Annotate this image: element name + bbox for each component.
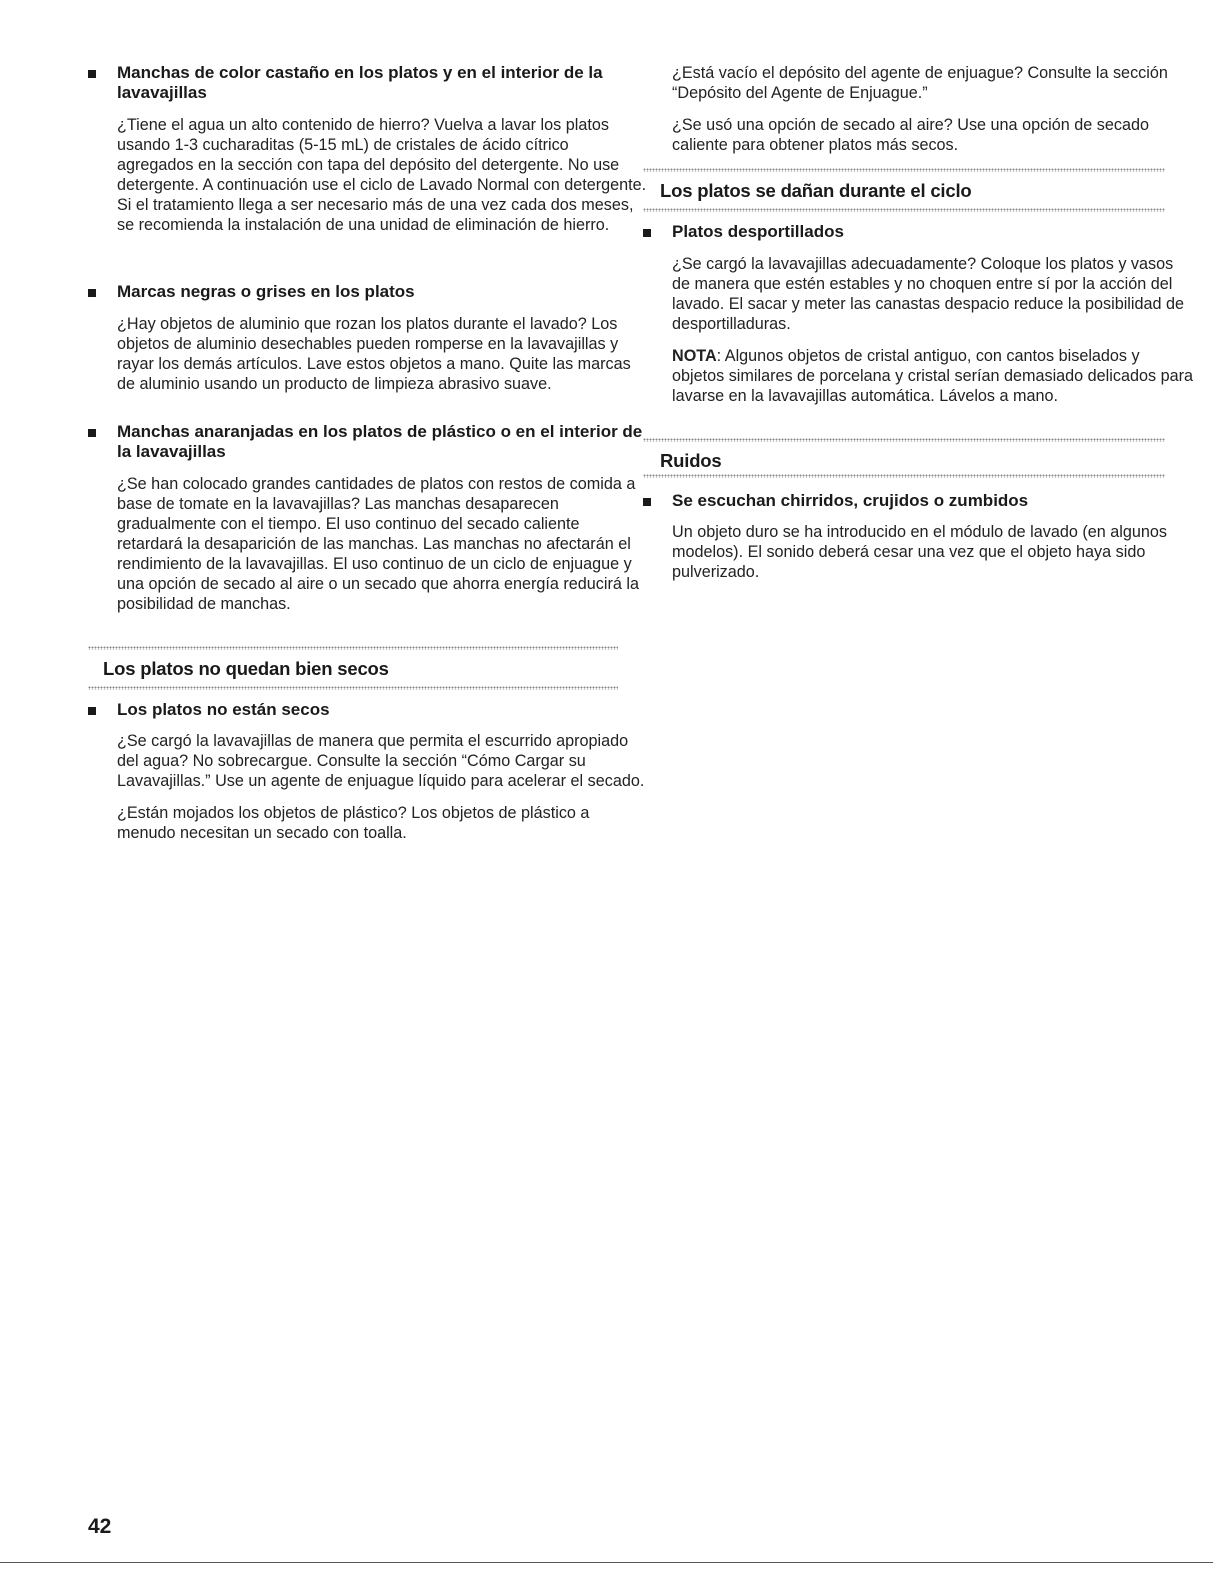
item-paragraph: ¿Se han colocado grandes cantidades de platos con restos de comida a base de tomate en la lavavajillas? Las manchas desaparecen gradualmente con el tiempo. El uso continuo del secado caliente retardará la desaparición de las manchas. Las manchas no afectarán el rendimiento de la lavavajillas. El uso continuo de un ciclo de enjuague y una opción de secado al aire o un secado que ahorra energía reducirá la posibilidad de manchas. bbox=[117, 475, 639, 613]
section-title: Ruidos bbox=[660, 450, 722, 471]
square-bullet-icon bbox=[88, 289, 96, 297]
troubleshoot-item-chipped bbox=[643, 222, 1194, 406]
item-heading: Se escuchan chirridos, crujidos o zumbidos bbox=[672, 491, 1029, 510]
dotted-rule bbox=[88, 646, 618, 650]
note-label: NOTA bbox=[672, 347, 717, 365]
dotted-rule bbox=[643, 474, 1165, 478]
troubleshoot-item-not-dry bbox=[88, 700, 647, 843]
section-title: Los platos se dañan durante el ciclo bbox=[660, 180, 972, 201]
dotted-rule bbox=[643, 168, 1165, 172]
note-text: : Algunos objetos de cristal antiguo, con cantos biselados y objetos similares de porcelana y cristal serían demasiado delicados para lavarse en la lavavajillas automática. Lávelos a mano. bbox=[672, 347, 1193, 405]
dotted-rule bbox=[643, 438, 1165, 442]
section-title: Los platos no quedan bien secos bbox=[103, 658, 389, 679]
item-paragraph: ¿Se cargó la lavavajillas de manera que permita el escurrido apropiado del agua? No sobrecargue. Consulte la sección “Cómo Cargar su Lavavajillas.” Use un agente de enjuague líquido para acelerar el secado. bbox=[117, 732, 645, 790]
square-bullet-icon bbox=[88, 70, 96, 78]
square-bullet-icon bbox=[88, 429, 96, 437]
square-bullet-icon bbox=[88, 707, 96, 715]
dotted-rule bbox=[643, 208, 1165, 212]
section-header-damaged bbox=[643, 168, 1165, 214]
item-paragraph: Un objeto duro se ha introducido en el módulo de lavado (en algunos modelos). El sonido deberá cesar una vez que el objeto haya sido pulverizado. bbox=[672, 523, 1167, 581]
item-heading: Manchas anaranjadas en los platos de plástico o en el interior de la lavavajillas bbox=[117, 422, 643, 461]
item-paragraph: ¿Están mojados los objetos de plástico? Los objetos de plástico a menudo necesitan un secado con toalla. bbox=[117, 804, 590, 842]
troubleshoot-item-brown-stains bbox=[88, 63, 647, 235]
note-paragraph bbox=[672, 346, 1194, 406]
square-bullet-icon bbox=[643, 229, 651, 237]
item-paragraph: ¿Tiene el agua un alto contenido de hierro? Vuelva a lavar los platos usando 1-3 cucharaditas (5-15 mL) de cristales de ácido cítrico agregados en la sección con tapa del depósito del detergente. No use detergente. A continuación use el ciclo de Lavado Normal con detergente. Si el tratamiento llega a ser necesario más de una vez cada dos meses, se recomienda la instalación de una unidad de eliminación de hierro. bbox=[117, 116, 647, 234]
page-number: 42 bbox=[88, 1515, 112, 1538]
item-heading: Los platos no están secos bbox=[117, 700, 330, 719]
troubleshoot-item-black-marks bbox=[88, 282, 647, 394]
continued-paragraphs bbox=[643, 63, 1194, 155]
section-header-noise bbox=[643, 438, 1165, 484]
item-paragraph: ¿Se usó una opción de secado al aire? Use una opción de secado caliente para obtener platos más secos. bbox=[672, 116, 1149, 154]
troubleshoot-item-orange-stains bbox=[88, 422, 647, 614]
item-paragraph: ¿Se cargó la lavavajillas adecuadamente? Coloque los platos y vasos de manera que estén estables y no choquen entre sí por la acción del lavado. El sacar y meter las canastas despacio reduce la posibilidad de desportilladuras. bbox=[672, 255, 1184, 333]
section-header-not-dry bbox=[88, 646, 618, 692]
item-heading: Platos desportillados bbox=[672, 222, 844, 241]
square-bullet-icon bbox=[643, 498, 651, 506]
dotted-rule bbox=[88, 686, 618, 690]
item-paragraph: ¿Está vacío el depósito del agente de enjuague? Consulte la sección “Depósito del Agente de Enjuague.” bbox=[672, 64, 1168, 102]
troubleshoot-item-noises bbox=[643, 491, 1194, 582]
bottom-rule bbox=[0, 1562, 1213, 1563]
item-paragraph: ¿Hay objetos de aluminio que rozan los platos durante el lavado? Los objetos de aluminio desechables pueden romperse en la lavavajillas y rayar los demás artículos. Lave estos objetos a mano. Quite las marcas de aluminio usando un producto de limpieza abrasivo suave. bbox=[117, 315, 631, 393]
item-heading: Marcas negras o grises en los platos bbox=[117, 282, 415, 301]
item-heading: Manchas de color castaño en los platos y en el interior de la lavavajillas bbox=[117, 63, 603, 102]
